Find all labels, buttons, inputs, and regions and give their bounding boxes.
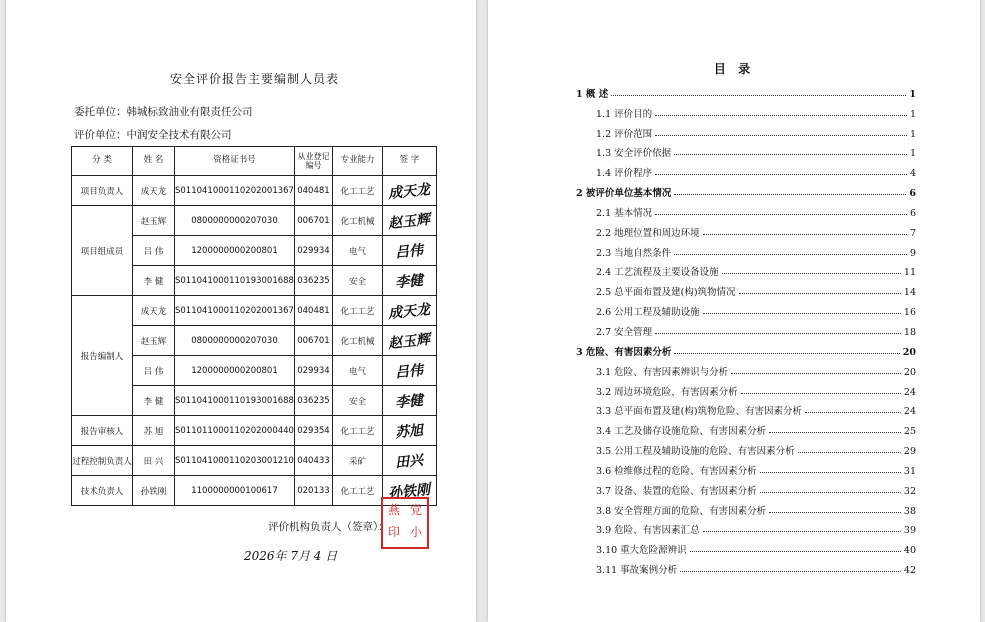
signature-cell	[382, 326, 436, 356]
table-row	[72, 296, 437, 326]
toc-entry[interactable]	[576, 179, 916, 199]
category-cell: 报告审核人	[72, 416, 133, 446]
staff-page	[6, 0, 476, 622]
dot-leader	[655, 333, 901, 334]
registration-number-cell: 040481	[294, 296, 332, 326]
staff-table-title: 安全评价报告主要编制人员表	[170, 72, 340, 86]
cert-number-cell: 1100000000100617	[175, 476, 295, 506]
toc-entry-page: 40	[903, 545, 916, 557]
dot-leader	[674, 254, 907, 255]
handwritten-signature: 苏旭	[394, 422, 425, 441]
registration-number-cell: 036235	[294, 386, 332, 416]
toc-entry-page: 42	[903, 565, 916, 577]
specialty-cell: 化工机械	[332, 206, 382, 236]
staff-table	[71, 146, 437, 506]
dot-leader	[674, 154, 907, 155]
cert-number-cell: S011041000110202001367	[175, 176, 295, 206]
client-unit: 委托单位：韩城标致油业有限责任公司	[74, 106, 253, 118]
toc-entry-label: 3.4 工艺及储存设施危险、有害因素分析	[596, 426, 767, 438]
toc-entry[interactable]	[576, 219, 916, 239]
toc-entry[interactable]	[576, 318, 916, 338]
cert-number-cell: 1200000000200801	[175, 236, 295, 266]
dot-leader	[703, 234, 907, 235]
specialty-cell: 化工工艺	[332, 476, 382, 506]
handwritten-signature: 成天龙	[387, 181, 432, 202]
dot-leader	[731, 373, 901, 374]
specialty-cell: 采矿	[332, 446, 382, 476]
registration-number-cell: 029354	[294, 416, 332, 446]
dot-leader	[741, 393, 901, 394]
toc-entry-label: 3.11 事故案例分析	[596, 565, 678, 577]
column-header: 资格证书号	[175, 147, 295, 176]
toc-entry-label: 2.4 工艺流程及主要设备设施	[596, 267, 719, 279]
toc-entry[interactable]	[576, 159, 916, 179]
category-cell: 过程控制负责人	[72, 446, 133, 476]
dot-leader	[760, 492, 901, 493]
toc-entry-label: 2.1 基本情况	[596, 207, 653, 219]
name-cell: 孙铁刚	[133, 476, 175, 506]
table-row	[72, 446, 437, 476]
toc-entry-page: 18	[903, 326, 916, 338]
toc-entry[interactable]	[576, 199, 916, 219]
toc-entry-label: 3.8 安全管理方面的危险、有害因素分析	[596, 505, 767, 517]
toc-entry-page: 6	[909, 188, 916, 200]
signature-cell	[382, 236, 436, 266]
table-row	[72, 176, 437, 206]
name-cell: 成天龙	[133, 176, 175, 206]
toc-entry-page: 32	[903, 485, 916, 497]
toc-entry[interactable]	[576, 398, 916, 418]
specialty-cell: 安全	[332, 386, 382, 416]
toc-entry-page: 11	[903, 267, 916, 279]
toc-entry[interactable]	[576, 259, 916, 279]
toc-entry[interactable]	[576, 100, 916, 120]
column-header: 从业登记编号	[294, 147, 332, 176]
name-cell: 田 兴	[133, 446, 175, 476]
toc-entry-page: 29	[903, 446, 916, 458]
table-row	[72, 416, 437, 446]
dot-leader	[769, 512, 901, 513]
cert-number-cell: S011041000110203001210	[175, 446, 295, 476]
registration-number-cell: 029934	[294, 236, 332, 266]
column-header: 姓 名	[133, 147, 175, 176]
toc-entry-label: 2.7 安全管理	[596, 326, 653, 338]
cert-number-cell: S011041000110193001688	[175, 386, 295, 416]
toc-entry-page: 1	[909, 148, 916, 160]
toc-entry-label: 3.7 设备、装置的危险、有害因素分析	[596, 485, 757, 497]
toc-entry-label: 3.2 周边环境危险、有害因素分析	[596, 386, 738, 398]
toc-entry[interactable]	[576, 239, 916, 259]
dot-leader	[798, 452, 901, 453]
dot-leader	[769, 432, 901, 433]
toc-entry-label: 3.3 总平面布置及建(构)筑物危险、有害因素分析	[596, 406, 803, 418]
toc-entry[interactable]	[576, 457, 916, 477]
dot-leader	[703, 313, 901, 314]
toc-entry[interactable]	[576, 477, 916, 497]
toc-entry-page: 7	[909, 227, 916, 239]
dot-leader	[703, 531, 901, 532]
toc-entry-label: 2.6 公用工程及辅助设施	[596, 307, 700, 319]
signature-cell	[382, 386, 436, 416]
toc-entry[interactable]	[576, 338, 916, 358]
toc-entry[interactable]	[576, 556, 916, 576]
toc-entry[interactable]	[576, 517, 916, 537]
specialty-cell: 化工机械	[332, 326, 382, 356]
registration-number-cell: 029934	[294, 356, 332, 386]
signature-cell	[382, 356, 436, 386]
column-header: 签 字	[382, 147, 436, 176]
toc-entry-page: 14	[903, 287, 916, 299]
name-cell: 李 健	[133, 386, 175, 416]
dot-leader	[611, 95, 906, 96]
column-header: 专业能力	[332, 147, 382, 176]
category-cell: 报告编制人	[72, 296, 133, 416]
toc-entry-page: 39	[903, 525, 916, 537]
dot-leader	[680, 571, 901, 572]
toc-entry-page: 16	[903, 307, 916, 319]
category-cell: 技术负责人	[72, 476, 133, 506]
toc-entry-label: 2 被评价单位基本情况	[576, 188, 672, 200]
category-cell: 项目负责人	[72, 176, 133, 206]
toc-entry[interactable]	[576, 140, 916, 160]
toc-entry-label: 3.10 重大危险源辨识	[596, 545, 687, 557]
name-cell: 苏 旭	[133, 416, 175, 446]
registration-number-cell: 006701	[294, 206, 332, 236]
toc-entry-page: 9	[909, 247, 916, 259]
signature-cell	[382, 176, 436, 206]
dot-leader	[739, 293, 901, 294]
dot-leader	[655, 174, 907, 175]
toc-entry[interactable]	[576, 536, 916, 556]
toc-entry[interactable]	[576, 278, 916, 298]
toc-entry-label: 3.9 危险、有害因素汇总	[596, 525, 700, 537]
category-cell: 项目组成员	[72, 206, 133, 296]
toc-page	[488, 0, 980, 622]
toc-entry-label: 1.2 评价范围	[596, 128, 653, 140]
registration-number-cell: 006701	[294, 326, 332, 356]
dot-leader	[690, 551, 901, 552]
registration-number-cell: 040433	[294, 446, 332, 476]
cert-number-cell: S011011000110202000440	[175, 416, 295, 446]
toc-entry-page: 38	[903, 505, 916, 517]
specialty-cell: 电气	[332, 356, 382, 386]
dot-leader	[722, 273, 901, 274]
toc-entry[interactable]	[576, 80, 916, 100]
toc-entry-page: 31	[903, 465, 916, 477]
toc-entry[interactable]	[576, 120, 916, 140]
toc-entry-page: 20	[903, 366, 916, 378]
handwritten-signature: 成天龙	[387, 301, 432, 322]
dot-leader	[655, 135, 907, 136]
table-header-row	[72, 147, 437, 176]
toc-entry-label: 3.1 危险、有害因素辨识与分析	[596, 366, 729, 378]
toc-entry-label: 1.4 评价程序	[596, 168, 653, 180]
signing-date: 2026年 7月 4 日	[244, 549, 338, 563]
toc-entry[interactable]	[576, 497, 916, 517]
cert-number-cell: S011041000110202001367	[175, 296, 295, 326]
signature-cell	[382, 206, 436, 236]
handwritten-signature: 赵玉辉	[387, 331, 432, 352]
column-header: 分 类	[72, 147, 133, 176]
dot-leader	[674, 353, 899, 354]
toc-entry[interactable]	[576, 358, 916, 378]
toc-entry[interactable]	[576, 417, 916, 437]
handwritten-signature: 赵玉辉	[387, 211, 432, 232]
toc-list	[576, 80, 916, 576]
toc-entry-label: 1.1 评价目的	[596, 108, 653, 120]
toc-entry[interactable]	[576, 437, 916, 457]
dot-leader	[655, 214, 907, 215]
registration-number-cell: 020133	[294, 476, 332, 506]
specialty-cell: 化工工艺	[332, 416, 382, 446]
specialty-cell: 化工工艺	[332, 176, 382, 206]
handwritten-signature: 李健	[394, 272, 425, 291]
toc-entry-page: 4	[909, 168, 916, 180]
toc-entry-page: 1	[909, 128, 916, 140]
specialty-cell: 电气	[332, 236, 382, 266]
toc-entry-page: 24	[903, 386, 916, 398]
handwritten-signature: 李健	[394, 392, 425, 411]
name-cell: 赵玉辉	[133, 206, 175, 236]
cert-number-cell: 0800000000207030	[175, 326, 295, 356]
name-cell: 成天龙	[133, 296, 175, 326]
toc-entry-page: 25	[903, 426, 916, 438]
toc-entry-page: 1	[909, 88, 916, 100]
cert-number-cell: S011041000110193001688	[175, 266, 295, 296]
evaluation-unit: 评价单位：中润安全技术有限公司	[74, 129, 232, 141]
registration-number-cell: 036235	[294, 266, 332, 296]
name-cell: 吕 伟	[133, 356, 175, 386]
toc-entry-label: 1 概 述	[576, 88, 609, 100]
handwritten-signature: 吕伟	[394, 362, 425, 381]
signature-cell	[382, 446, 436, 476]
handwritten-signature: 孙铁刚	[387, 481, 432, 502]
official-seal: 党 燕 小 印	[381, 497, 429, 549]
signer-label: 评价机构负责人（签章）：	[268, 521, 389, 533]
signature-cell	[382, 416, 436, 446]
toc-entry-label: 2.3 当地自然条件	[596, 247, 672, 259]
cert-number-cell: 1200000000200801	[175, 356, 295, 386]
toc-entry-label: 3.5 公用工程及辅助设施的危险、有害因素分析	[596, 446, 795, 458]
dot-leader	[655, 115, 907, 116]
toc-title: 目 录	[713, 62, 755, 76]
toc-entry-label: 3.6 检维修过程的危险、有害因素分析	[596, 465, 757, 477]
toc-entry[interactable]	[576, 298, 916, 318]
name-cell: 李 健	[133, 266, 175, 296]
toc-entry-page: 1	[909, 108, 916, 120]
toc-entry-label: 2.5 总平面布置及建(构)筑物情况	[596, 287, 736, 299]
dot-leader	[805, 412, 901, 413]
table-row	[72, 206, 437, 236]
toc-entry-label: 3 危险、有害因素分析	[576, 346, 672, 358]
registration-number-cell: 040481	[294, 176, 332, 206]
specialty-cell: 安全	[332, 266, 382, 296]
handwritten-signature: 吕伟	[394, 242, 425, 261]
name-cell: 吕 伟	[133, 236, 175, 266]
toc-entry-page: 24	[903, 406, 916, 418]
toc-entry-page: 6	[909, 207, 916, 219]
dot-leader	[674, 194, 906, 195]
cert-number-cell: 0800000000207030	[175, 206, 295, 236]
signature-cell	[382, 266, 436, 296]
dot-leader	[760, 472, 901, 473]
handwritten-signature: 田兴	[394, 452, 425, 471]
specialty-cell: 化工工艺	[332, 296, 382, 326]
toc-entry[interactable]	[576, 378, 916, 398]
toc-entry-label: 1.3 安全评价依据	[596, 148, 672, 160]
toc-entry-label: 2.2 地理位置和周边环境	[596, 227, 700, 239]
toc-entry-page: 20	[902, 346, 916, 358]
signature-cell	[382, 296, 436, 326]
name-cell: 赵玉辉	[133, 326, 175, 356]
